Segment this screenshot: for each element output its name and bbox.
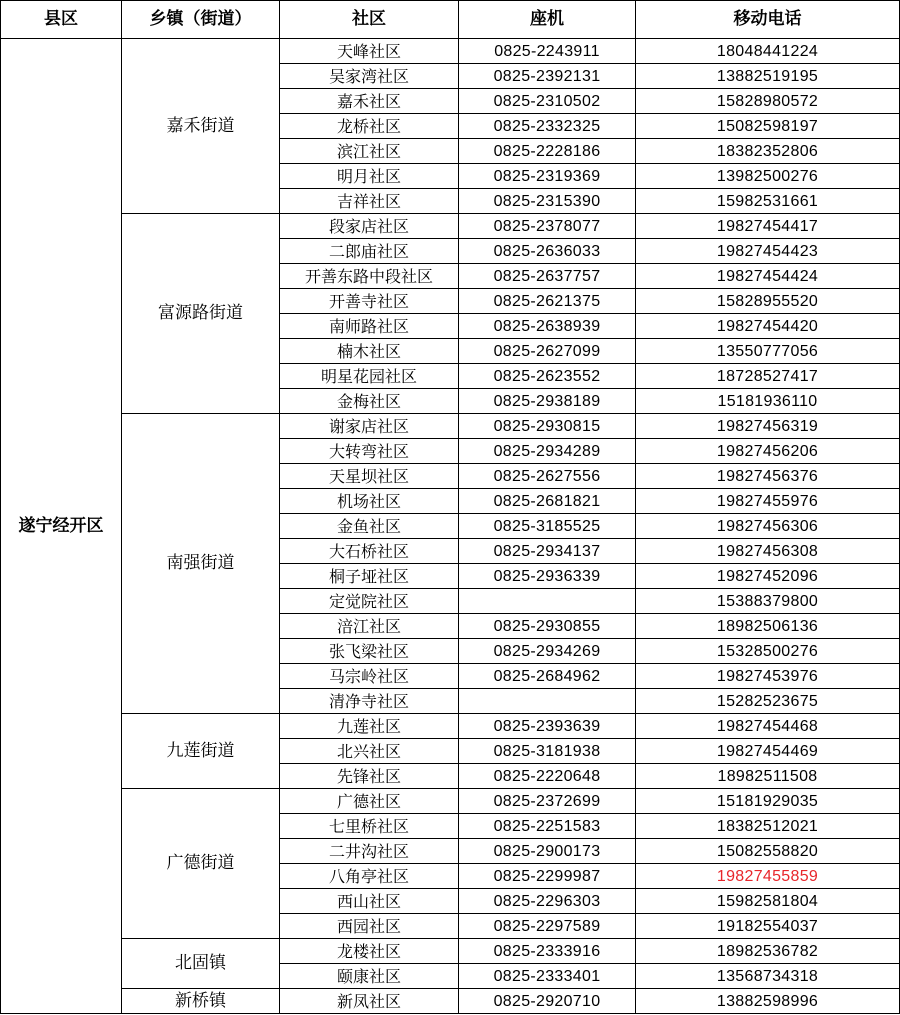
street-cell: 富源路街道	[122, 214, 280, 414]
landline-cell: 0825-2220648	[459, 764, 636, 789]
mobile-cell: 19827453976	[636, 664, 900, 689]
community-cell: 西山社区	[280, 889, 459, 914]
mobile-cell: 15982531661	[636, 189, 900, 214]
community-cell: 二郎庙社区	[280, 239, 459, 264]
landline-cell: 0825-2315390	[459, 189, 636, 214]
landline-cell: 0825-2934269	[459, 639, 636, 664]
mobile-cell: 15388379800	[636, 589, 900, 614]
landline-cell: 0825-2372699	[459, 789, 636, 814]
mobile-cell: 13568734318	[636, 964, 900, 989]
mobile-cell: 15282523675	[636, 689, 900, 714]
community-cell: 涪江社区	[280, 614, 459, 639]
community-cell: 大石桥社区	[280, 539, 459, 564]
community-cell: 吉祥社区	[280, 189, 459, 214]
landline-cell: 0825-2920710	[459, 989, 636, 1014]
mobile-cell: 15828980572	[636, 89, 900, 114]
landline-cell	[459, 589, 636, 614]
mobile-cell: 18048441224	[636, 39, 900, 64]
landline-cell: 0825-2930855	[459, 614, 636, 639]
table-row	[1, 414, 900, 439]
header-county: 县区	[1, 1, 122, 39]
landline-cell: 0825-3185525	[459, 514, 636, 539]
header-mobile: 移动电话	[636, 1, 900, 39]
mobile-cell: 19827456206	[636, 439, 900, 464]
landline-cell: 0825-3181938	[459, 739, 636, 764]
community-cell: 九莲社区	[280, 714, 459, 739]
community-cell: 颐康社区	[280, 964, 459, 989]
landline-cell: 0825-2378077	[459, 214, 636, 239]
mobile-cell: 19827456306	[636, 514, 900, 539]
mobile-cell: 13982500276	[636, 164, 900, 189]
table-row	[1, 939, 900, 964]
community-cell: 吴家湾社区	[280, 64, 459, 89]
landline-cell	[459, 689, 636, 714]
mobile-cell: 19827455859	[636, 864, 900, 889]
landline-cell: 0825-2332325	[459, 114, 636, 139]
mobile-cell: 19827454468	[636, 714, 900, 739]
mobile-cell: 15181936110	[636, 389, 900, 414]
table-row	[1, 39, 900, 64]
landline-cell: 0825-2392131	[459, 64, 636, 89]
mobile-cell: 19827454417	[636, 214, 900, 239]
community-cell: 新凤社区	[280, 989, 459, 1014]
landline-cell: 0825-2934137	[459, 539, 636, 564]
landline-cell: 0825-2333916	[459, 939, 636, 964]
community-cell: 龙楼社区	[280, 939, 459, 964]
landline-cell: 0825-2333401	[459, 964, 636, 989]
table-body	[1, 39, 900, 1014]
community-cell: 天星坝社区	[280, 464, 459, 489]
community-cell: 南师路社区	[280, 314, 459, 339]
landline-cell: 0825-2299987	[459, 864, 636, 889]
mobile-cell: 19827456376	[636, 464, 900, 489]
mobile-cell: 18382352806	[636, 139, 900, 164]
landline-cell: 0825-2934289	[459, 439, 636, 464]
community-cell: 楠木社区	[280, 339, 459, 364]
mobile-cell: 15828955520	[636, 289, 900, 314]
landline-cell: 0825-2296303	[459, 889, 636, 914]
landline-cell: 0825-2936339	[459, 564, 636, 589]
landline-cell: 0825-2930815	[459, 414, 636, 439]
mobile-cell: 19827456319	[636, 414, 900, 439]
mobile-cell: 19827452096	[636, 564, 900, 589]
table-row	[1, 214, 900, 239]
community-cell: 开善寺社区	[280, 289, 459, 314]
landline-cell: 0825-2228186	[459, 139, 636, 164]
landline-cell: 0825-2393639	[459, 714, 636, 739]
mobile-cell: 19827454423	[636, 239, 900, 264]
header-landline: 座机	[459, 1, 636, 39]
landline-cell: 0825-2310502	[459, 89, 636, 114]
landline-cell: 0825-2319369	[459, 164, 636, 189]
landline-cell: 0825-2627556	[459, 464, 636, 489]
landline-cell: 0825-2297589	[459, 914, 636, 939]
table-row	[1, 989, 900, 1014]
mobile-cell: 19182554037	[636, 914, 900, 939]
mobile-cell: 13882598996	[636, 989, 900, 1014]
landline-cell: 0825-2938189	[459, 389, 636, 414]
street-cell: 南强街道	[122, 414, 280, 714]
landline-cell: 0825-2621375	[459, 289, 636, 314]
county-cell: 遂宁经开区	[1, 39, 122, 1014]
mobile-cell: 19827454469	[636, 739, 900, 764]
landline-cell: 0825-2623552	[459, 364, 636, 389]
landline-cell: 0825-2637757	[459, 264, 636, 289]
mobile-cell: 13882519195	[636, 64, 900, 89]
community-cell: 七里桥社区	[280, 814, 459, 839]
mobile-cell: 15082598197	[636, 114, 900, 139]
header-row	[1, 1, 900, 39]
street-cell: 嘉禾街道	[122, 39, 280, 214]
community-cell: 段家店社区	[280, 214, 459, 239]
community-cell: 金鱼社区	[280, 514, 459, 539]
community-cell: 明月社区	[280, 164, 459, 189]
community-cell: 金梅社区	[280, 389, 459, 414]
community-cell: 谢家店社区	[280, 414, 459, 439]
table-row	[1, 789, 900, 814]
mobile-cell: 19827454424	[636, 264, 900, 289]
mobile-cell: 18982506136	[636, 614, 900, 639]
table-row	[1, 714, 900, 739]
mobile-cell: 18982511508	[636, 764, 900, 789]
community-cell: 马宗岭社区	[280, 664, 459, 689]
mobile-cell: 18382512021	[636, 814, 900, 839]
landline-cell: 0825-2900173	[459, 839, 636, 864]
community-cell: 定觉院社区	[280, 589, 459, 614]
mobile-cell: 15328500276	[636, 639, 900, 664]
mobile-cell: 13550777056	[636, 339, 900, 364]
community-cell: 二井沟社区	[280, 839, 459, 864]
community-cell: 滨江社区	[280, 139, 459, 164]
street-cell: 九莲街道	[122, 714, 280, 789]
mobile-cell: 15982581804	[636, 889, 900, 914]
community-cell: 嘉禾社区	[280, 89, 459, 114]
landline-cell: 0825-2636033	[459, 239, 636, 264]
landline-cell: 0825-2681821	[459, 489, 636, 514]
mobile-cell: 15082558820	[636, 839, 900, 864]
street-cell: 新桥镇	[122, 989, 280, 1014]
mobile-cell: 18728527417	[636, 364, 900, 389]
mobile-cell: 19827456308	[636, 539, 900, 564]
community-cell: 桐子垭社区	[280, 564, 459, 589]
landline-cell: 0825-2251583	[459, 814, 636, 839]
mobile-cell: 19827454420	[636, 314, 900, 339]
community-cell: 西园社区	[280, 914, 459, 939]
community-cell: 开善东路中段社区	[280, 264, 459, 289]
landline-cell: 0825-2243911	[459, 39, 636, 64]
community-cell: 广德社区	[280, 789, 459, 814]
community-cell: 大转弯社区	[280, 439, 459, 464]
community-cell: 清净寺社区	[280, 689, 459, 714]
mobile-cell: 19827455976	[636, 489, 900, 514]
community-cell: 机场社区	[280, 489, 459, 514]
community-cell: 北兴社区	[280, 739, 459, 764]
landline-cell: 0825-2638939	[459, 314, 636, 339]
community-cell: 先锋社区	[280, 764, 459, 789]
mobile-cell: 18982536782	[636, 939, 900, 964]
header-street: 乡镇（街道）	[122, 1, 280, 39]
header-community: 社区	[280, 1, 459, 39]
street-cell: 北固镇	[122, 939, 280, 989]
landline-cell: 0825-2684962	[459, 664, 636, 689]
community-cell: 明星花园社区	[280, 364, 459, 389]
community-cell: 八角亭社区	[280, 864, 459, 889]
community-cell: 天峰社区	[280, 39, 459, 64]
mobile-cell: 15181929035	[636, 789, 900, 814]
community-cell: 张飞梁社区	[280, 639, 459, 664]
landline-cell: 0825-2627099	[459, 339, 636, 364]
street-cell: 广德街道	[122, 789, 280, 939]
community-cell: 龙桥社区	[280, 114, 459, 139]
